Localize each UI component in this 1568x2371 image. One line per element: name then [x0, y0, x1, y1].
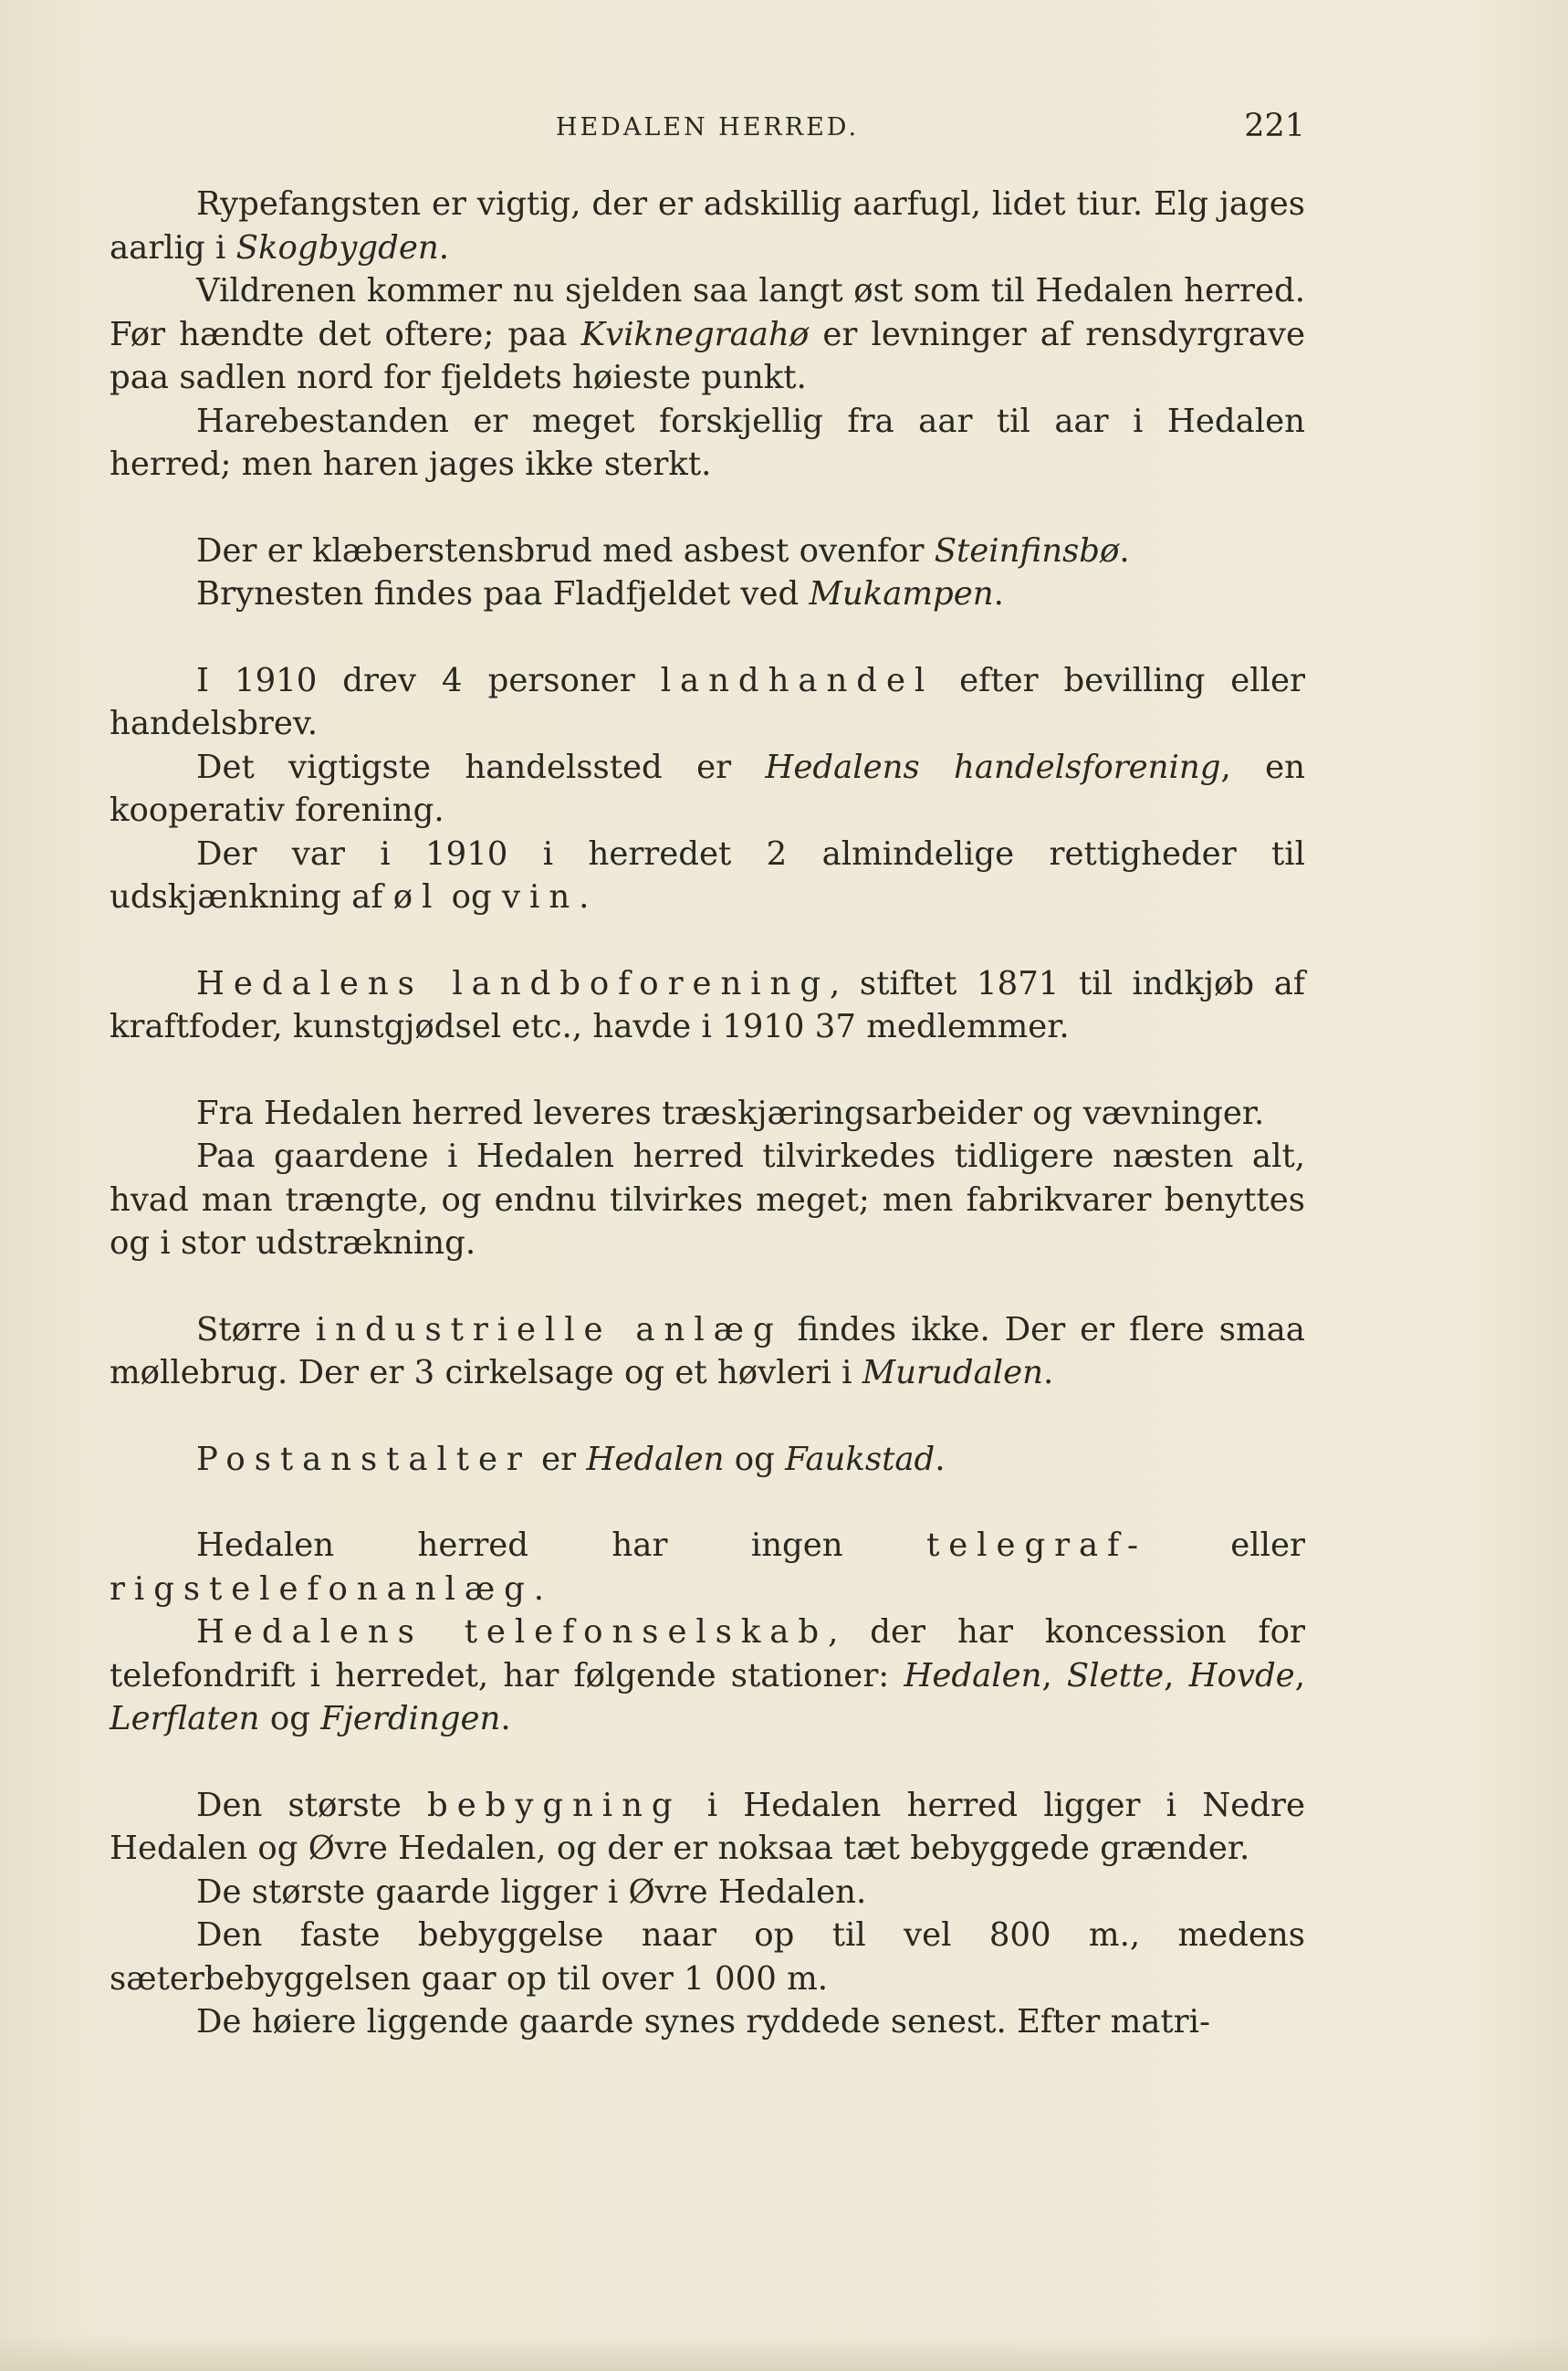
text-run: .: [1042, 1354, 1054, 1391]
paragraph: [110, 659, 1305, 746]
italic-text: Lerflaten: [110, 1700, 260, 1737]
text-run: ,: [1164, 1656, 1189, 1694]
paragraph: [110, 2000, 1305, 2044]
text-run: .: [533, 1569, 545, 1608]
italic-text: Murudalen: [862, 1354, 1043, 1391]
text-run: ,: [1041, 1656, 1067, 1694]
paragraph: [110, 530, 1305, 573]
italic-text: Slette: [1066, 1656, 1165, 1694]
text-run: ,: [1294, 1656, 1305, 1694]
spaced-text: Hedalens landboforening: [196, 964, 831, 1002]
text-run: Rypefangsten er vigtig, der er adskillig aarfugl, lidet tiur. Elg jages aarlig i: [110, 185, 1305, 267]
text-run: .: [935, 1440, 946, 1478]
text-run: De største gaarde ligger i Øvre Hedalen.: [196, 1873, 867, 1911]
text-run: .: [993, 575, 1004, 613]
paragraph: [110, 962, 1305, 1049]
italic-text: Hedalen: [586, 1440, 725, 1478]
paragraph: [110, 400, 1305, 487]
text-run: og: [724, 1440, 786, 1478]
text-run: findes ikke. Der er flere smaa møllebrug. Der er 3 cirkelsage og et høvleri i: [110, 1310, 1305, 1391]
paragraph: [110, 833, 1305, 919]
page-header: [110, 108, 1305, 153]
spaced-text: Postanstalter: [196, 1440, 531, 1478]
spaced-text: Hedalens telefonselskab: [196, 1613, 829, 1651]
spaced-text: øl: [392, 878, 442, 916]
paragraph: [110, 1784, 1305, 1871]
spaced-text: bebygning: [427, 1786, 682, 1824]
text-run: og: [259, 1700, 321, 1737]
text-run: er levninger af rensdyrgrave paa sadlen nord for fjeldets høieste punkt.: [110, 315, 1305, 396]
paragraph: [110, 1524, 1305, 1610]
body-text: [110, 183, 1305, 2044]
text-run: Den faste bebyggelse naar op til vel 800 m., medens sæterbebyggelsen gaar op til over 1 000 m.: [110, 1916, 1305, 1998]
text-run: .: [500, 1700, 511, 1737]
italic-text: Hedalen: [904, 1656, 1042, 1694]
text-run: Brynesten findes paa Fladfjeldet ved: [196, 575, 810, 613]
text-run: i Hedalen herred ligger i Nedre Hedalen og Øvre Hedalen, og der er noksaa tæt bebyggede grænder.: [110, 1786, 1305, 1867]
page-edge-shade: [0, 2334, 1568, 2371]
spaced-text: industrielle anlæg: [315, 1310, 783, 1348]
spaced-text: vin: [502, 878, 580, 916]
text-run: Det vigtigste handelssted er: [196, 748, 766, 786]
spaced-text: telegraf-: [926, 1526, 1147, 1564]
text-run: I 1910 drev 4 personer: [196, 661, 661, 699]
italic-text: Kviknegraahø: [580, 315, 810, 353]
paragraph: [110, 1092, 1305, 1136]
italic-text: Hovde: [1188, 1656, 1295, 1694]
text-run: .: [579, 878, 590, 916]
italic-text: Skogbygden: [235, 228, 439, 267]
paragraph: [110, 1610, 1305, 1741]
spaced-text: rigstelefonanlæg: [110, 1569, 534, 1608]
text-run: Der er klæberstensbrud med asbest ovenfor: [196, 531, 935, 570]
text-run: De høiere liggende gaarde synes ryddede senest. Efter matri-: [196, 2003, 1211, 2041]
italic-text: Steinfinsbø: [934, 531, 1120, 570]
paragraph: [110, 572, 1305, 616]
text-run: Vildrenen kommer nu sjelden saa langt øst som til Hedalen herred. Før hændte det oftere; paa: [110, 272, 1305, 353]
paragraph: [110, 1871, 1305, 1915]
paragraph: [110, 746, 1305, 833]
text-run: .: [1119, 531, 1130, 570]
text-run: og: [441, 878, 503, 916]
page-number: 221: [1244, 108, 1305, 144]
text-run: Større: [196, 1310, 316, 1348]
paragraph: [110, 269, 1305, 400]
italic-text: Fjerdingen: [320, 1700, 501, 1737]
text-run: , en kooperativ forening.: [110, 748, 1305, 829]
paragraph: [110, 183, 1305, 269]
text-run: Harebestanden er meget forskjellig fra aar til aar i Hedalen herred; men haren jages ikke sterkt.: [110, 402, 1305, 483]
text-run: efter bevilling eller handelsbrev.: [110, 661, 1305, 742]
text-run: eller: [1146, 1526, 1305, 1564]
running-head: HEDALEN HERRED.: [555, 113, 860, 142]
text-run: Fra Hedalen herred leveres træskjæringsarbeider og vævninger.: [196, 1094, 1265, 1132]
italic-text: Hedalens handelsforening: [765, 748, 1221, 786]
text-run: Hedalen herred har ingen: [196, 1526, 927, 1564]
text-run: er: [530, 1440, 587, 1478]
text-run: Paa gaardene i Hedalen herred tilvirkedes tidligere næsten alt, hvad man trængte, og endnu tilvirkes meget; men fabrikvarer benyttes og i stor udstrækning.: [110, 1138, 1305, 1262]
paragraph: [110, 1308, 1305, 1395]
italic-text: Mukampen: [809, 575, 994, 613]
paragraph: [110, 1135, 1305, 1265]
spaced-text: landhandel: [660, 661, 935, 699]
text-run: , der har koncession for telefondrift i herredet, har følgende stationer:: [110, 1613, 1305, 1694]
paragraph: [110, 1438, 1305, 1482]
text-run: Den største: [196, 1786, 428, 1824]
text-run: .: [438, 228, 449, 267]
text-run: Der var i 1910 i herredet 2 almindelige rettigheder til udskjænkning af: [110, 834, 1305, 916]
italic-text: Faukstad: [785, 1440, 936, 1478]
text-run: , stiftet 1871 til indkjøb af kraftfoder, kunstgjødsel etc., havde i 1910 37 medlemmer.: [110, 964, 1305, 1045]
paragraph: [110, 1914, 1305, 2000]
